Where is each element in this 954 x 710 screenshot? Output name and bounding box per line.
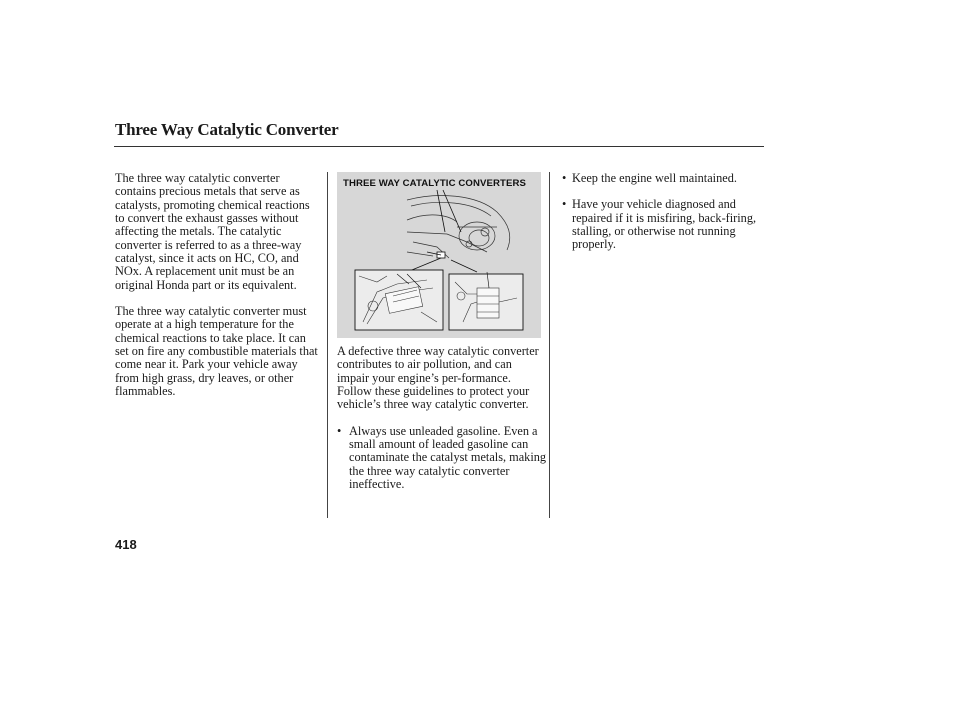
bullet-engine-maintained (562, 172, 762, 185)
paragraph-catalyst-description: The three way catalytic converter contains precious metals that serve as catalysts, promoting chemical reactions to convert the exhaust gasses without affecting the metals. The catalytic converter is referred to as a three-way catalyst, since it acts on HC, CO, and NOx. A replacement unit must be an original Honda part or its equivalent. (115, 171, 310, 292)
bullet-diagnose-repair (562, 198, 762, 251)
catalytic-converter-illustration (337, 172, 541, 338)
bullet-dot: • (562, 197, 567, 212)
bullet-text: Keep the engine well maintained. (572, 171, 737, 185)
paragraph-defective-converter: A defective three way catalytic converter contributes to air pollution, and can impair your engine’s per-formance. Follow these guidelines to protect your vehicle’s three way catalytic converter. (337, 344, 539, 412)
figure-caption: THREE WAY CATALYTIC CONVERTERS (343, 178, 526, 189)
page-number: 418 (115, 537, 137, 552)
bullet-dot: • (562, 171, 567, 185)
paragraph-heat-warning: The three way catalytic converter must operate at a high temperature for the chemical reactions to take place. It can set on fire any combustible materials that come near it. Park your vehicle away from high grass, dry leaves, or other flammables. (115, 304, 318, 399)
column-right (562, 172, 762, 252)
page-title: Three Way Catalytic Converter (115, 120, 339, 139)
bullet-text: Always use unleaded gasoline. Even a small amount of leaded gasoline can contaminate the catalyst metals, making the three way catalytic converter ineffective. (349, 423, 547, 492)
column-divider-2 (549, 172, 550, 518)
bullet-unleaded-gasoline (337, 425, 547, 492)
bullet-dot: • (337, 423, 342, 438)
bullet-text: Have your vehicle diagnosed and repaired if it is misfiring, back-firing, stalling, or otherwise not running properly. (572, 197, 757, 252)
column-middle (337, 345, 547, 491)
title-divider (114, 146, 764, 147)
catalytic-converter-figure (337, 172, 541, 338)
column-left (115, 172, 320, 399)
column-divider-1 (327, 172, 328, 518)
